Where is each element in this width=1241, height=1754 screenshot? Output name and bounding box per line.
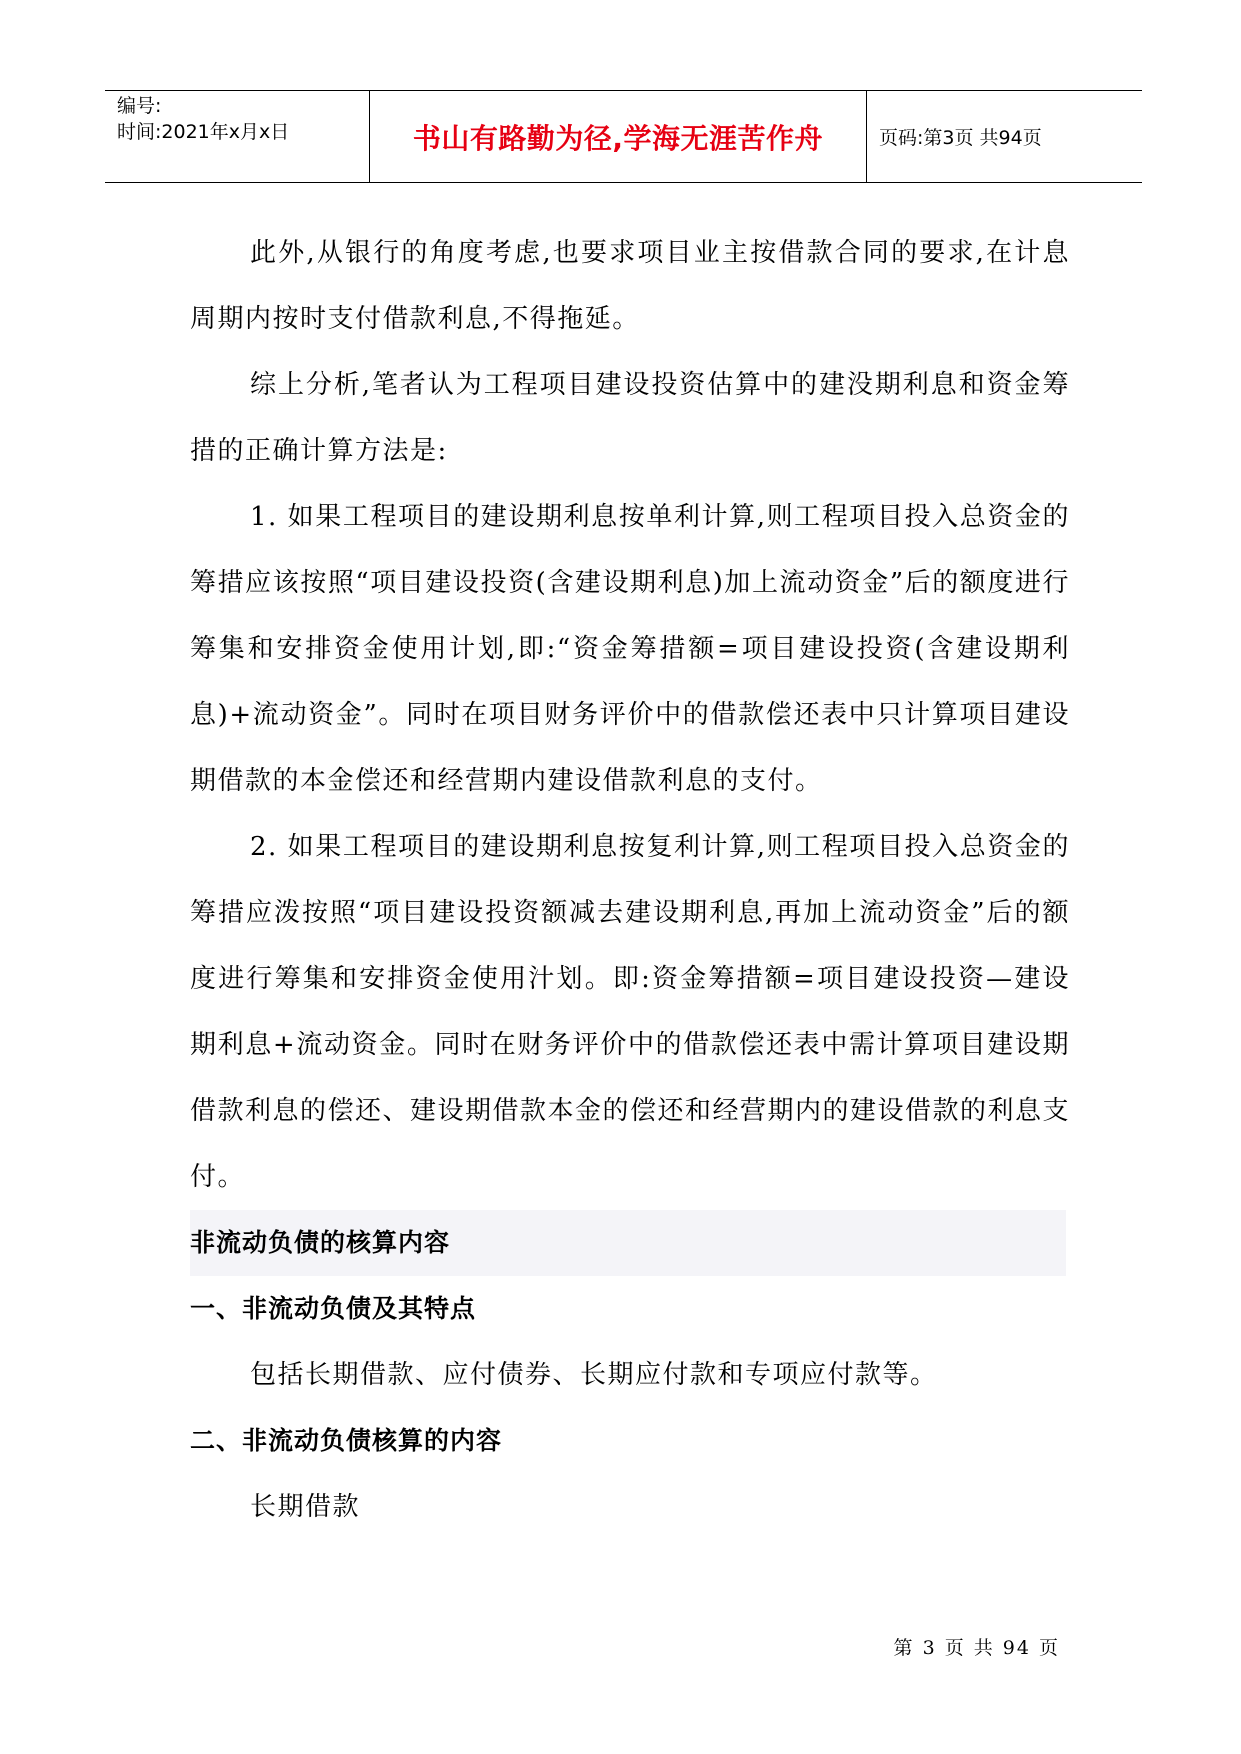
- body-paragraph: 1. 如果工程项目的建设期利息按单利计算,则工程项目投入总资金的筹措应该按照“项目建设投资(含建设期利息)加上流动资金”后的额度进行筹集和安排资金使用计划,即:“资金筹措额=项目建设投资(含建设期利息)+流动资金”。同时在项目财务评价中的借款偿还表中只计算项目建设期借款的本金偿还和经营期内建设借款利息的支付。: [190, 502, 1070, 796]
- header-motto: 书山有路勤为径,学海无涯苦作舟: [412, 121, 824, 155]
- body-paragraph: 综上分析,笔者认为工程项目建设投资估算中的建没期利息和资金筹措的正确计算方法是:: [190, 370, 1070, 466]
- subsection-heading-2: 二、非流动负债核算的内容: [190, 1426, 503, 1455]
- section-heading: 非流动负债的核算内容: [190, 1210, 1066, 1276]
- page-footer: 第 3 页 共 94 页: [893, 1637, 1060, 1659]
- subsection-text-1: 包括长期借款、应付债券、长期应付款和专项应付款等。: [250, 1360, 938, 1390]
- subsection-text-2: 长期借款: [250, 1492, 361, 1522]
- document-number-label: 编号:: [117, 95, 162, 117]
- header-page-cell: [867, 91, 1142, 182]
- header-meta-cell: [105, 91, 370, 182]
- body-paragraph: 此外,从银行的角度考虑,也要求项目业主按借款合同的要求,在计息周期内按时支付借款利息,不得拖延。: [190, 238, 1070, 334]
- header-motto-cell: [370, 91, 867, 182]
- subsection-heading-1: 一、非流动负债及其特点: [190, 1294, 477, 1323]
- document-body: [190, 220, 1070, 1540]
- header-page-info: 页码:第3页 共94页: [879, 127, 1042, 149]
- document-time-label: 时间:2021年x月x日: [117, 121, 290, 143]
- body-paragraph: 2. 如果工程项目的建设期利息按复利计算,则工程项目投入总资金的筹措应泼按照“项目建设投资额减去建设期利息,再加上流动资金”后的额度进行筹集和安排资金使用汁划。即:资金筹措额=项目建设投资—建设期利息+流动资金。同时在财务评价中的借款偿还表中需计算项目建设期借款利息的偿还、建设期借款本金的偿还和经营期内的建设借款的利息支付。: [190, 832, 1071, 1192]
- header-table: [105, 90, 1142, 183]
